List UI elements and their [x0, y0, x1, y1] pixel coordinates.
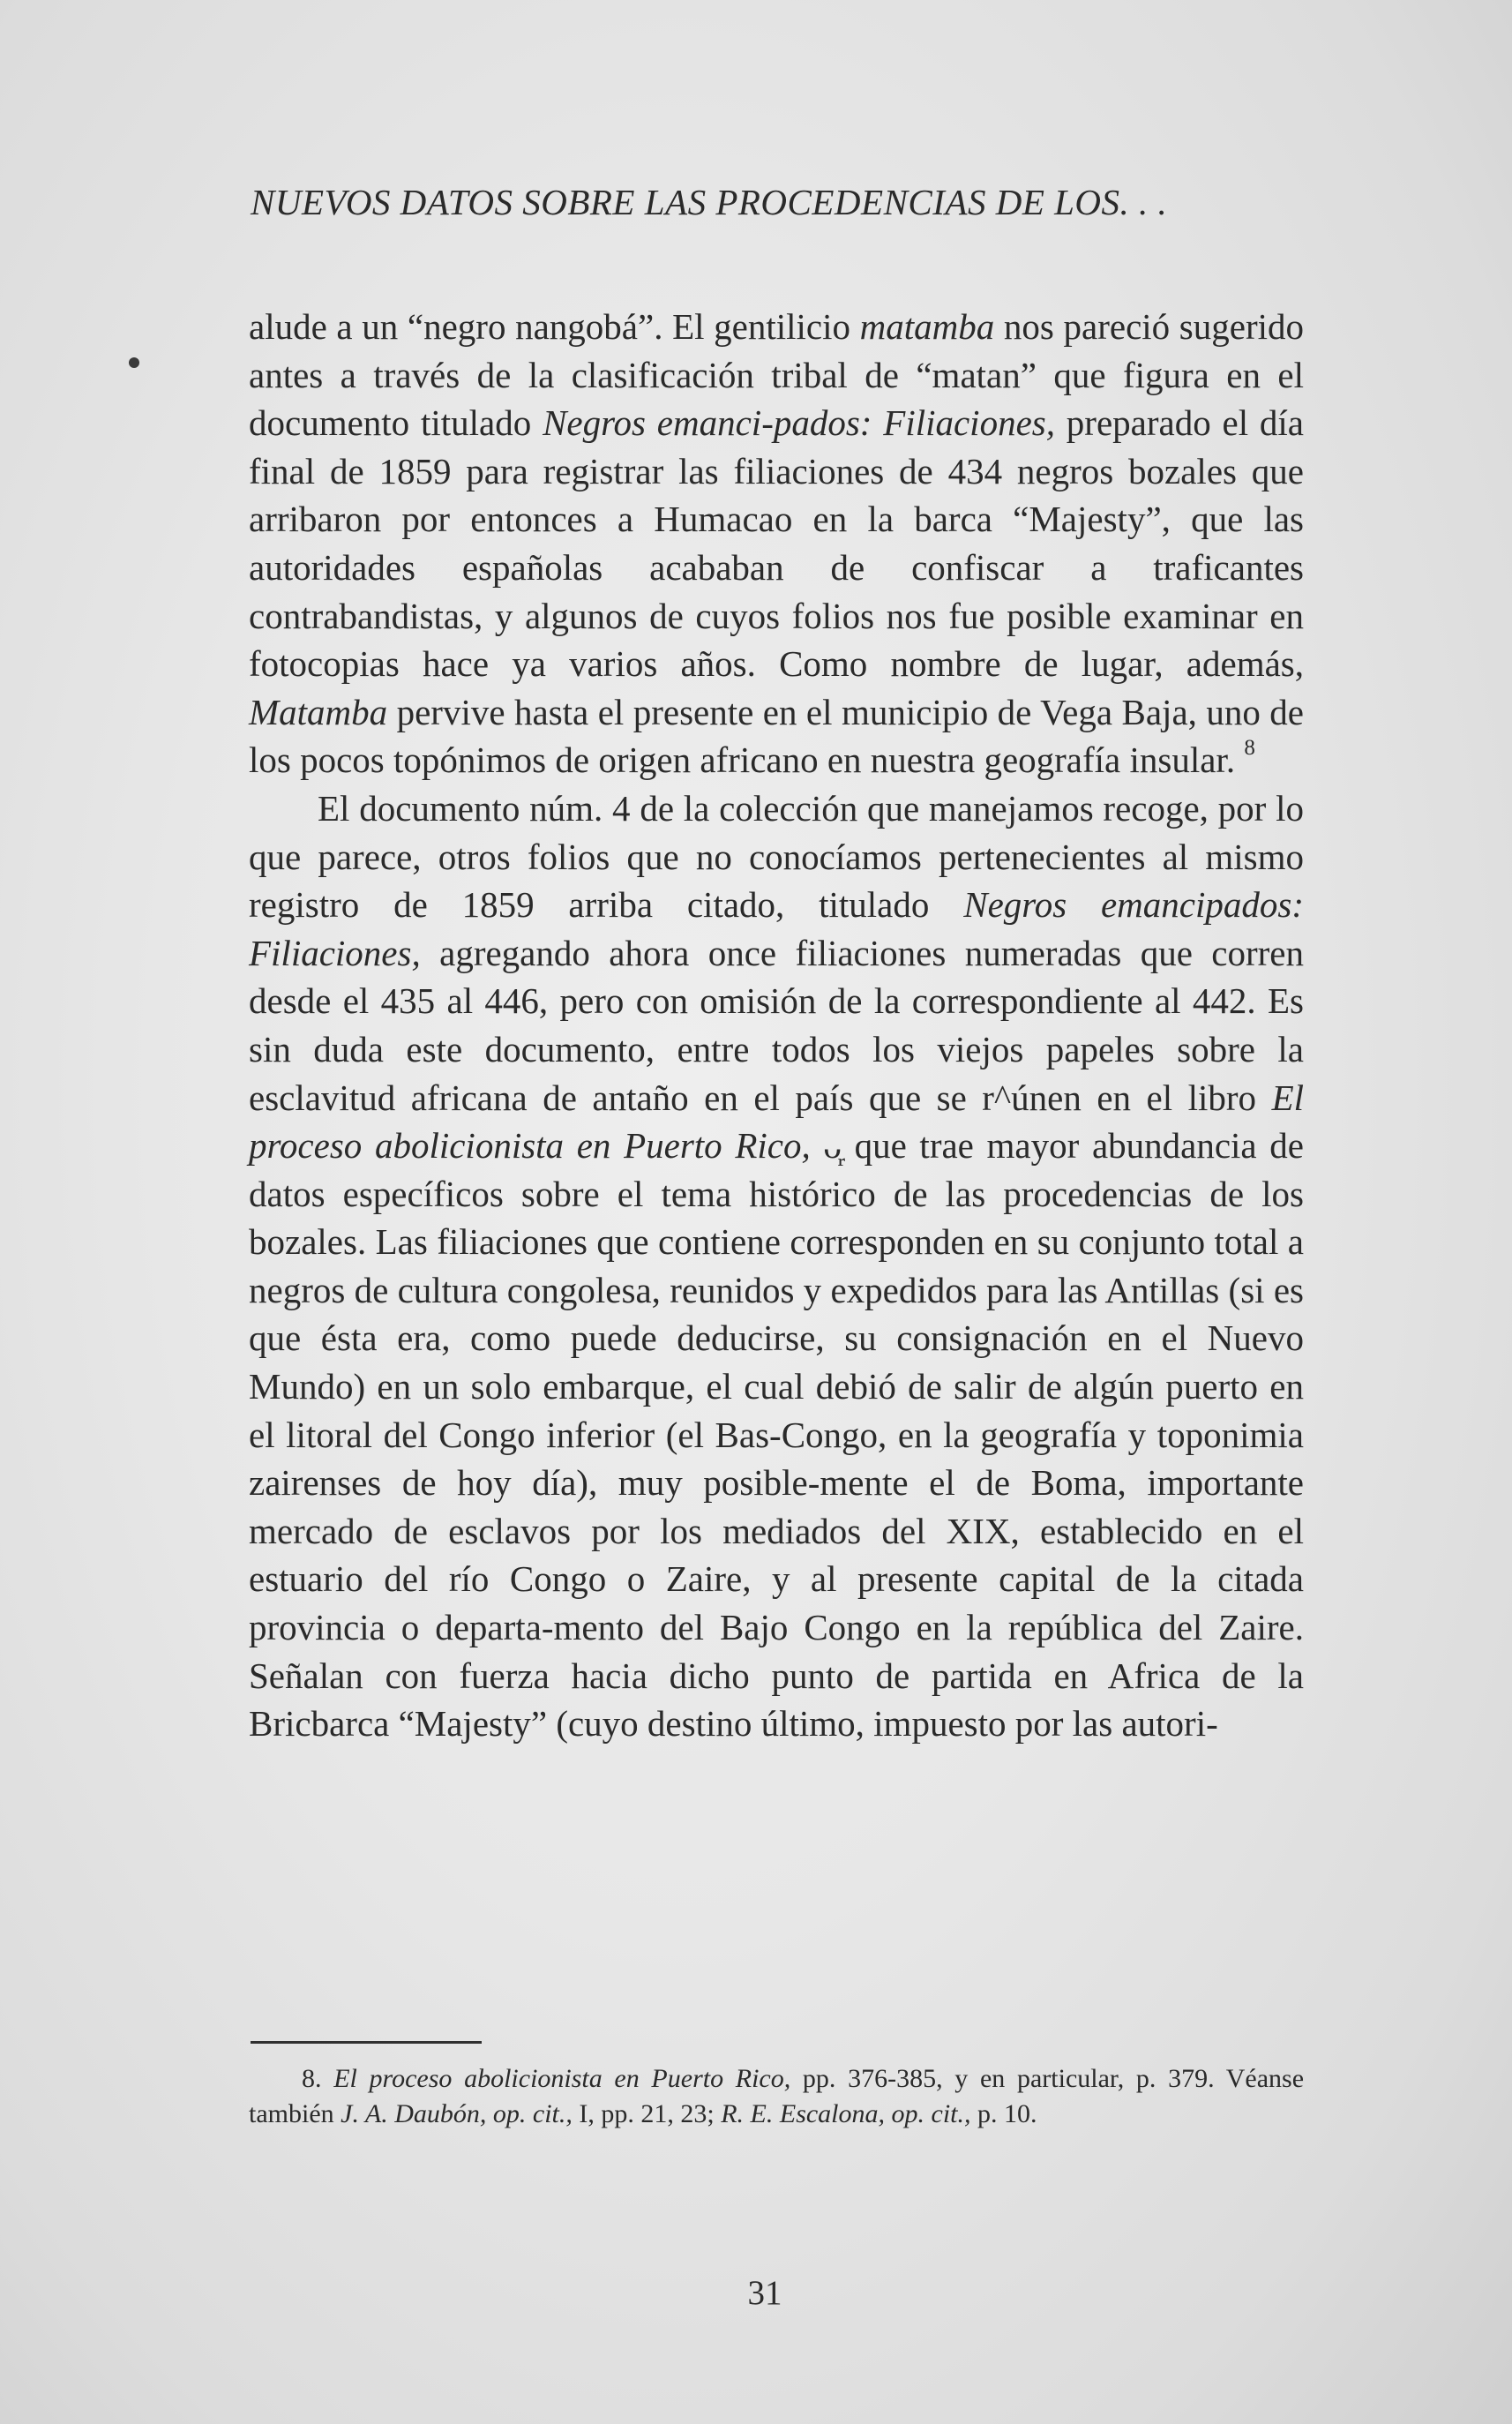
margin-speck: [129, 357, 139, 368]
footnote-reference-8[interactable]: 8: [1244, 736, 1255, 761]
footnote-text-3: p. 10.: [970, 2099, 1037, 2128]
footnote-text-2: I, pp. 21, 23;: [572, 2099, 722, 2128]
paragraph-1: [249, 303, 1304, 784]
footnote-italic-2: J. A. Daubón, op. cit.,: [341, 2099, 573, 2128]
paragraph-1-italic-2: Negros emanci-pados: Filiaciones,: [543, 402, 1055, 444]
paragraph-2-italic-2: El proceso abolicionista en Puerto Rico,: [249, 1077, 1304, 1167]
footnote-number: 8.: [302, 2064, 322, 2093]
footnote-8: [249, 2061, 1304, 2132]
running-head: NUEVOS DATOS SOBRE LAS PROCEDENCIAS DE LOS. . .: [251, 182, 1168, 222]
paragraph-1-italic-3: Matamba: [249, 691, 388, 732]
paragraph-1-text-3: preparado el día final de 1859 para registrar las filiaciones de 434 negros bozales que arribaron por entonces a Humacao en la barca “Majesty”, que las autoridades españolas acababan de confiscar a traficantes contrabandistas, y algunos de cuyos folios nos fue posible examinar en fotocopias hace ya varios años. Como nombre de lugar, además,: [249, 402, 1304, 685]
footnote-separator-rule: [251, 2041, 482, 2044]
footnote-italic-3: R. E. Escalona, op. cit.,: [721, 2099, 971, 2128]
page-number: 31: [747, 2274, 782, 2312]
paragraph-1-text-1: alude a un “negro nangobá”. El gentilicio: [249, 306, 860, 347]
body-text: [249, 303, 1304, 1748]
paragraph-2-italic-1: Negros emancipados: Filiaciones,: [249, 884, 1304, 973]
paragraph-1-italic-1: matamba: [859, 306, 995, 347]
paragraph-2-text-2: agregando ahora once filiaciones numeradas que corren desde el 435 al 446, pero con omisión de la correspondiente al 442. Es sin duda este documento, entre todos los viejos papeles sobre la esclavitud africana de antaño en el país que se r^únen en el libro: [249, 932, 1304, 1118]
paragraph-2: [249, 784, 1304, 1748]
footnote-italic-1: El proceso abolicionista en Puerto Rico,: [333, 2064, 791, 2093]
footnotes: [249, 2061, 1304, 2132]
paragraph-2-text-1: El documento núm. 4 de la colección que manejamos recoge, por lo que parece, otros folios que no conocíamos pertenecientes al mismo registro de 1859 arriba citado, titulado: [249, 787, 1304, 926]
paragraph-1-text-2: nos pareció sugerido antes a través de la clasificación tribal de “matan” que figura en el documento titulado: [249, 306, 1304, 444]
footnote-text-1: pp. 376-385, y en particular, p. 379. Véanse también: [249, 2064, 1305, 2128]
paragraph-2-text-3: ᴗ᷊ que trae mayor abundancia de datos específicos sobre el tema histórico de las procedencias de los bozales. Las filiaciones que contiene corresponden en su conjunto total a negros de cultura congolesa, reunidos y expedidos para las Antillas (si es que ésta era, como puede deducirse, su consignación en el Nuevo Mundo) en un solo embarque, el cual debió de salir de algún puerto en el litoral del Congo inferior (el Bas-Congo, en la geografía y toponimia zairenses de hoy día), muy posible-mente el de Boma, importante mercado de esclavos por los mediados del XIX, establecido en el estuario del río Congo o Zaire, y al presente capital de la citada provincia o departa-mento del Bajo Congo en la república del Zaire. Señalan con fuerza hacia dicho punto de partida en Africa de la Bricbarca “Majesty” (cuyo destino último, impuesto por las autori-: [249, 1125, 1304, 1745]
paragraph-1-text-4: pervive hasta el presente en el municipio de Vega Baja, uno de los pocos topónimos de origen africano en nuestra geografía insular.: [249, 691, 1304, 781]
